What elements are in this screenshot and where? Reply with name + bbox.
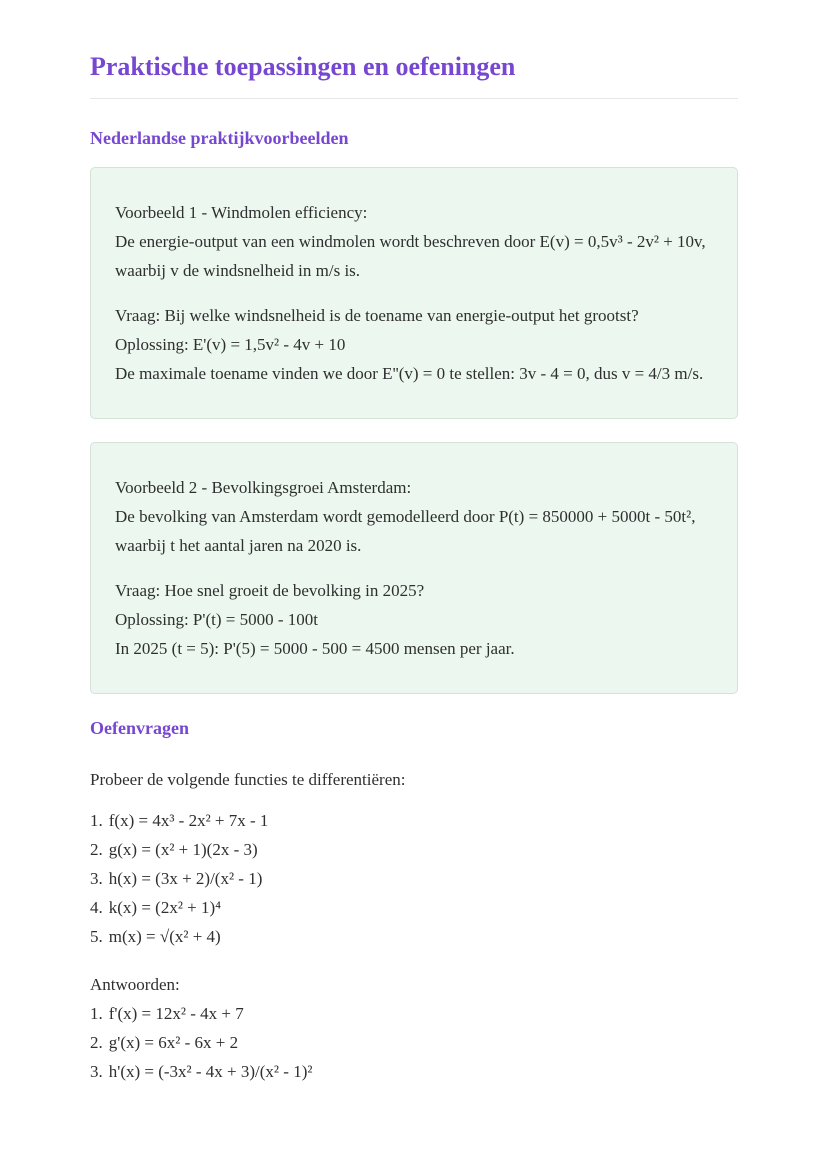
example2-formula-line: De bevolking van Amsterdam wordt gemodelleerd door P(t) = 850000 + 5000t - 50t², (115, 507, 696, 527)
example1-context-line: waarbij v de windsnelheid in m/s is. (115, 261, 361, 281)
answer-item-text: f'(x) = 12x² - 4x + 7 (108, 1003, 244, 1023)
exercise-list (90, 806, 738, 951)
example2-title-line: Voorbeeld 2 - Bevolkingsgroei Amsterdam: (115, 478, 412, 498)
page-title: Praktische toepassingen en oefeningen (90, 52, 516, 81)
example-box-bevolkingsgroei (90, 442, 738, 694)
exercise-item (90, 864, 738, 893)
exercise-item-text: k(x) = (2x² + 1)⁴ (108, 897, 222, 917)
answer-item (90, 999, 738, 1028)
example2-paragraph-1 (115, 473, 713, 560)
document-page (90, 0, 738, 1086)
section-heading-oefenvragen: Oefenvragen (90, 718, 189, 739)
answer-item-number: 2. (90, 1032, 103, 1052)
answer-item (90, 1028, 738, 1057)
answer-item-text: h'(x) = (-3x² - 4x + 3)/(x² - 1)² (108, 1061, 313, 1081)
example1-title-line: Voorbeeld 1 - Windmolen efficiency: (115, 203, 368, 223)
example2-conclusion-line: In 2025 (t = 5): P'(5) = 5000 - 500 = 4500 mensen per jaar. (115, 639, 515, 659)
answer-item (90, 1057, 738, 1086)
exercise-item (90, 835, 738, 864)
exercise-item-text: m(x) = √(x² + 4) (108, 926, 221, 946)
example1-paragraph-2 (115, 301, 713, 388)
example1-formula-line: De energie-output van een windmolen wordt beschreven door E(v) = 0,5v³ - 2v² + 10v, (115, 232, 706, 252)
exercise-item (90, 893, 738, 922)
title-divider (90, 98, 738, 99)
answer-item-number: 3. (90, 1061, 103, 1081)
example2-question-line: Vraag: Hoe snel groeit de bevolking in 2025? (115, 581, 425, 601)
exercise-item-number: 5. (90, 926, 103, 946)
example1-paragraph-1 (115, 198, 713, 285)
answer-item-number: 1. (90, 1003, 103, 1023)
answer-item-text: g'(x) = 6x² - 6x + 2 (108, 1032, 239, 1052)
exercise-item-text: f(x) = 4x³ - 2x² + 7x - 1 (108, 810, 269, 830)
exercises-intro: Probeer de volgende functies te differentiëren: (90, 769, 406, 789)
exercise-item-number: 3. (90, 868, 103, 888)
example-box-windmolen (90, 167, 738, 419)
example2-context-line: waarbij t het aantal jaren na 2020 is. (115, 536, 362, 556)
example1-question-line: Vraag: Bij welke windsnelheid is de toename van energie-output het grootst? (115, 306, 639, 326)
exercise-item-number: 2. (90, 839, 103, 859)
section-heading-praktijkvoorbeelden: Nederlandse praktijkvoorbeelden (90, 127, 349, 148)
exercise-item (90, 922, 738, 951)
example2-solution-line: Oplossing: P'(t) = 5000 - 100t (115, 610, 318, 630)
example1-conclusion-line: De maximale toename vinden we door E''(v) = 0 te stellen: 3v - 4 = 0, dus v = 4/3 m/s. (115, 364, 704, 384)
exercise-item-number: 1. (90, 810, 103, 830)
answers-block (90, 970, 738, 1086)
example2-paragraph-2 (115, 576, 713, 663)
exercise-item-text: h(x) = (3x + 2)/(x² - 1) (108, 868, 263, 888)
answers-label: Antwoorden: (90, 974, 180, 994)
exercise-item-number: 4. (90, 897, 103, 917)
example1-solution-line: Oplossing: E'(v) = 1,5v² - 4v + 10 (115, 335, 346, 355)
exercise-item-text: g(x) = (x² + 1)(2x - 3) (108, 839, 258, 859)
exercise-item (90, 806, 738, 835)
